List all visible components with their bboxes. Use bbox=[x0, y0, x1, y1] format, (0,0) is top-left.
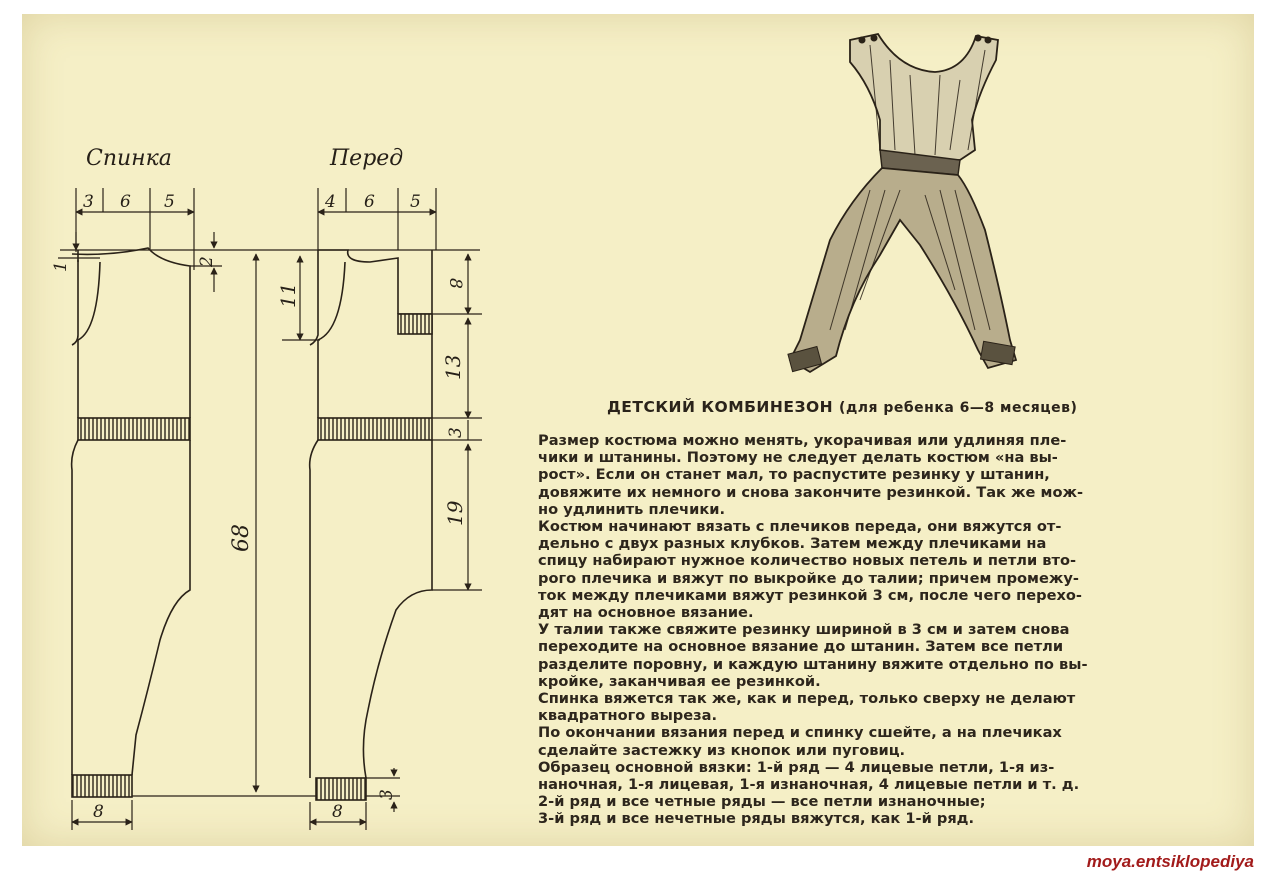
body-line: переходите на основное вязание до штанин. Затем все петли bbox=[538, 638, 1064, 656]
body-line: Костюм начинают вязать с плечиков переда, они вяжутся от- bbox=[538, 518, 1062, 536]
back-dim-1: 1 bbox=[51, 261, 71, 272]
front-dim-5: 5 bbox=[410, 192, 421, 212]
body-line: сделайте застежку из кнопок или пуговиц. bbox=[538, 741, 906, 759]
front-dim-8-cuff: 8 bbox=[332, 802, 343, 822]
back-dim-8: 8 bbox=[93, 802, 104, 822]
body-line: ток между плечиками вяжут резинкой 3 см, после чего перехо- bbox=[538, 586, 1082, 604]
watermark-link[interactable]: moya.entsiklopediya bbox=[1086, 852, 1254, 871]
body-line: рого плечика и вяжут по выкройке до талии; причем промежу- bbox=[538, 569, 1079, 587]
body-line: 3-й ряд и все нечетные ряды вяжутся, как 1-й ряд. bbox=[538, 810, 975, 828]
front-dim-11: 11 bbox=[276, 282, 300, 308]
body-line: квадратного выреза. bbox=[538, 707, 718, 725]
body-line: Размер костюма можно менять, укорачивая или удлиняя пле- bbox=[538, 432, 1067, 449]
front-neck-rib bbox=[398, 314, 432, 334]
body-line: спицу набирают нужное количество новых петель и петли вто- bbox=[538, 552, 1077, 570]
front-dim-13: 13 bbox=[441, 354, 465, 380]
body-line: дельно с двух разных клубков. Затем между плечиками на bbox=[538, 535, 1047, 553]
article-body bbox=[538, 432, 1244, 828]
front-waist-rib bbox=[318, 418, 432, 440]
body-line: но удлинить плечики. bbox=[538, 500, 726, 518]
body-line: 2-й ряд и все четные ряды — все петли изнаночные; bbox=[538, 793, 986, 811]
body-line: разделите поровну, и каждую штанину вяжите отдельно по вы- bbox=[538, 655, 1088, 673]
body-line: кройке, заканчивая ее резинкой. bbox=[538, 672, 821, 690]
front-dim-4: 4 bbox=[325, 192, 336, 212]
body-line: довяжите их немного и снова закончите резинкой. Так же мож- bbox=[538, 483, 1084, 501]
article-title bbox=[607, 398, 1077, 416]
front-dim-3-waist: 3 bbox=[446, 427, 466, 438]
body-line: Образец основной вязки: 1-й ряд — 4 лицевые петли, 1-я из- bbox=[538, 758, 1055, 776]
back-pattern-label: Спинка bbox=[86, 146, 172, 171]
body-line: рост». Если он станет мал, то распустите резинку у штанин, bbox=[538, 466, 1050, 484]
body-line: дят на основное вязание. bbox=[538, 604, 754, 622]
body-line: наночная, 1-я лицевая, 1-я изнаночная, 4 лицевые петли и т. д. bbox=[538, 776, 1080, 794]
body-line: чики и штанины. Поэтому не следует делать костюм «на вы- bbox=[538, 449, 1058, 467]
romper-illustration bbox=[788, 34, 1016, 372]
article-subtitle: (для ребенка 6—8 месяцев) bbox=[839, 400, 1078, 416]
front-dim-68: 68 bbox=[229, 524, 254, 552]
back-dim-5: 5 bbox=[164, 192, 175, 212]
front-cuff-rib bbox=[316, 778, 366, 800]
front-pattern-label: Перед bbox=[330, 146, 404, 171]
article-title-main: ДЕТСКИЙ КОМБИНЕЗОН bbox=[607, 398, 834, 416]
back-dimension-lines bbox=[58, 188, 480, 830]
front-dim-8-strap: 8 bbox=[445, 278, 465, 289]
body-line: У талии также свяжите резинку шириной в 3 см и затем снова bbox=[538, 621, 1070, 639]
back-waist-rib bbox=[78, 418, 190, 440]
front-dim-3-cuff: 3 bbox=[377, 789, 397, 800]
body-line: По окончании вязания перед и спинку сшейте, а на плечиках bbox=[538, 724, 1062, 742]
back-cuff-rib bbox=[72, 775, 132, 797]
back-piece-outline bbox=[72, 248, 190, 775]
back-dim-2: 2 bbox=[197, 256, 217, 267]
body-line: Спинка вяжется так же, как и перед, только сверху не делают bbox=[538, 690, 1076, 708]
front-dim-6: 6 bbox=[364, 192, 375, 212]
back-dim-6: 6 bbox=[120, 192, 131, 212]
front-dim-19: 19 bbox=[443, 500, 467, 526]
back-dim-3: 3 bbox=[83, 192, 94, 212]
